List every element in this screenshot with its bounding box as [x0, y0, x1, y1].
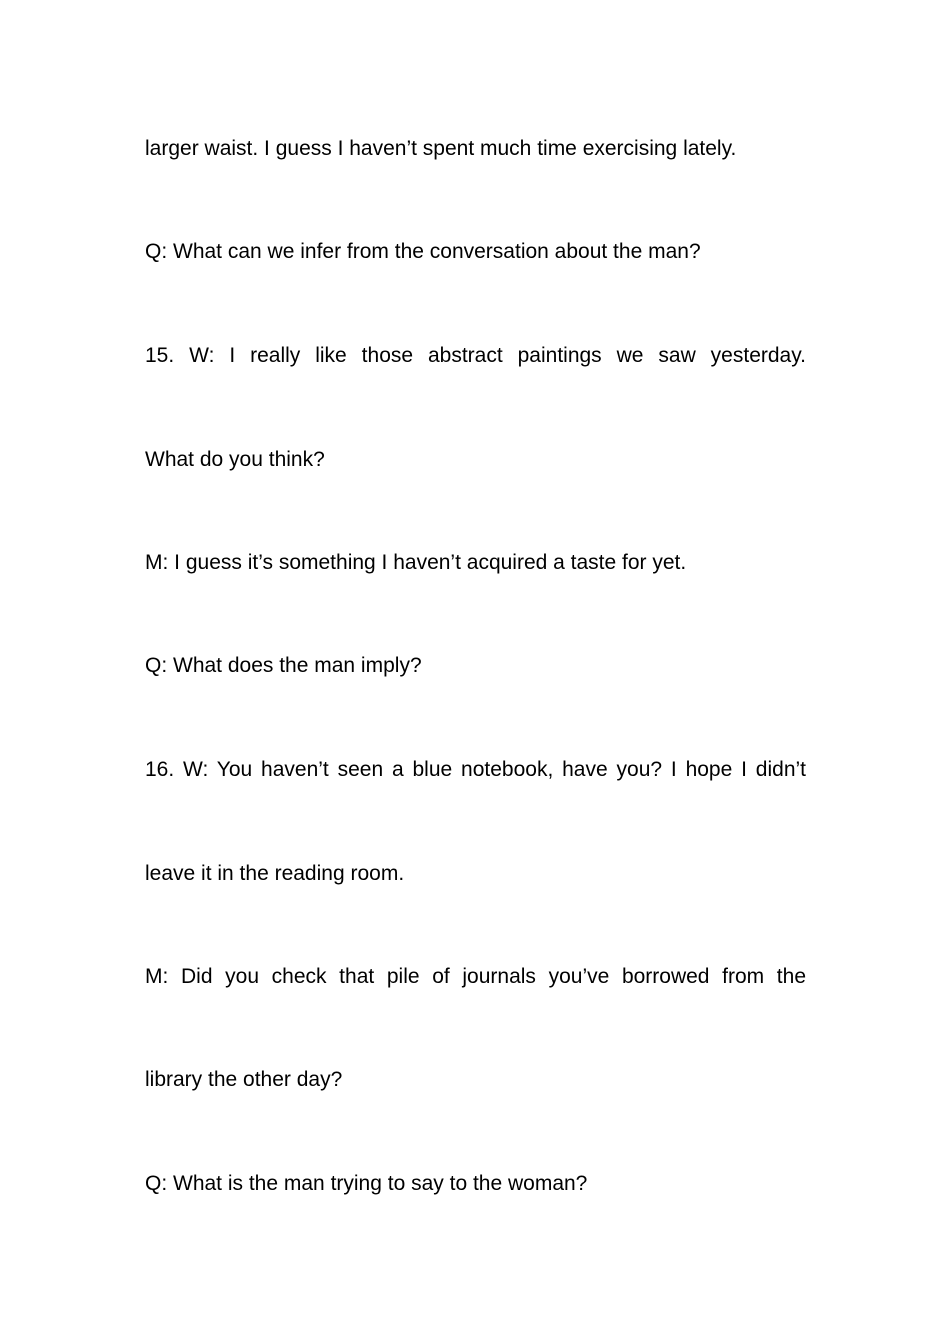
question-line-15: Q: What does the man imply? — [145, 654, 422, 677]
dialogue-line-16-man-cont: library the other day? — [145, 1068, 343, 1091]
dialogue-line-16-man: M: Did you check that pile of journals you’ve borrowed from the — [145, 965, 806, 988]
text-line-1: larger waist. I guess I haven’t spent much time exercising lately. — [145, 137, 737, 160]
dialogue-line-15-woman-cont: What do you think? — [145, 448, 325, 471]
question-line-14: Q: What can we infer from the conversation about the man? — [145, 240, 701, 263]
dialogue-line-15-woman: 15. W: I really like those abstract paintings we saw yesterday. — [145, 344, 806, 367]
question-line-16: Q: What is the man trying to say to the woman? — [145, 1172, 588, 1195]
dialogue-line-15-man: M: I guess it’s something I haven’t acquired a taste for yet. — [145, 551, 687, 574]
dialogue-line-16-woman-cont: leave it in the reading room. — [145, 862, 405, 885]
dialogue-line-16-woman: 16. W: You haven’t seen a blue notebook, have you? I hope I didn’t — [145, 758, 806, 781]
